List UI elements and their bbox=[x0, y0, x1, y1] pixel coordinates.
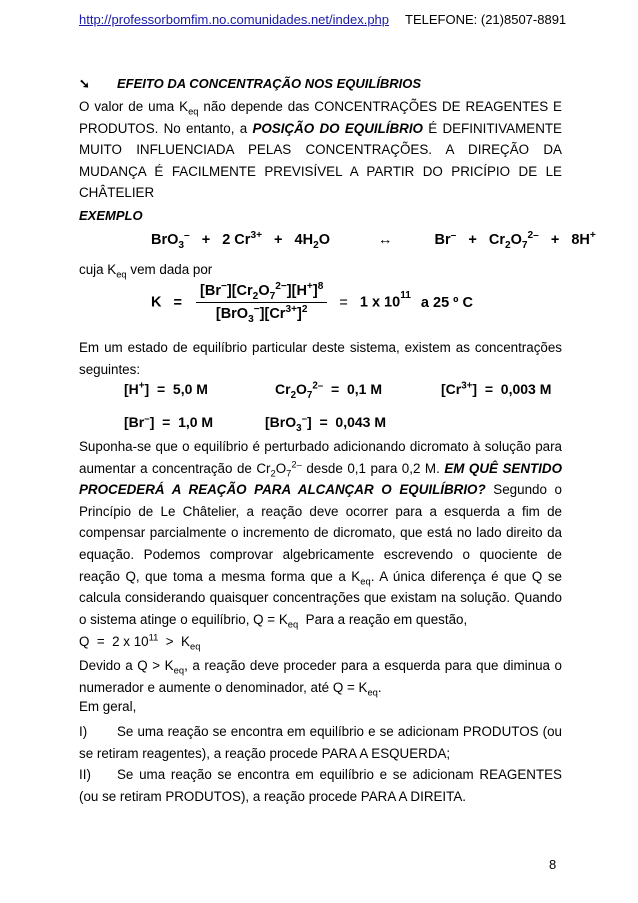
k-symbol: K bbox=[151, 294, 162, 311]
section-title-text: EFEITO DA CONCENTRAÇÃO NOS EQUILÍBRIOS bbox=[117, 76, 422, 91]
superscript: + bbox=[306, 281, 313, 293]
rule-number: II) bbox=[79, 767, 91, 782]
page-number: 8 bbox=[549, 857, 557, 872]
species-h2o: O bbox=[318, 232, 330, 248]
q-comparison bbox=[79, 632, 201, 652]
bracket-term: [BrO bbox=[215, 306, 249, 322]
keq-expression bbox=[151, 281, 473, 325]
bracket-term: ][H bbox=[286, 283, 307, 299]
conc-cr bbox=[441, 381, 551, 397]
conc-text: [H bbox=[124, 381, 139, 397]
keq-fraction bbox=[196, 281, 327, 325]
plus-sign: + bbox=[274, 232, 283, 248]
conc-cr2o7 bbox=[275, 380, 383, 401]
rule-1 bbox=[79, 721, 562, 764]
bracket-term: [Br bbox=[200, 283, 221, 299]
superscript: + bbox=[589, 230, 596, 242]
intro-emphasis: POSIÇÃO DO EQUILÍBRIO bbox=[252, 120, 423, 136]
equals-sign: = bbox=[339, 294, 348, 311]
discussion-text: Segundo o Princípio de Le Châtelier, a reação deve ocorrer para a esquerda a fim de compensar parcialmente o incremento de dicromato, que está no lado direito da equação. Podemos comprovar algebricamente escrevendo o quociente de reação Q, que toma a mesma forma que a K bbox=[79, 482, 562, 584]
subscript: 2 bbox=[270, 468, 276, 479]
keq-intro-text: cuja K bbox=[79, 262, 117, 277]
conc-text: [Cr bbox=[441, 381, 462, 397]
conc-text: Cr bbox=[275, 381, 291, 397]
arrow-bullet-icon: ➘ bbox=[79, 76, 90, 91]
discussion-text: Para a reação em questão, bbox=[298, 611, 468, 627]
species-br: Br bbox=[434, 232, 451, 248]
species-cr2o7: Cr bbox=[488, 232, 505, 248]
discussion-text: . A única diferença é que Q se calcula considerando quaisquer concentrações que existam na solução. Quando o sistema atinge o equilíbrio, Q = K bbox=[79, 568, 563, 627]
plus-sign: + bbox=[550, 232, 560, 248]
subscript: eq bbox=[173, 665, 185, 676]
species-cr: 2 Cr bbox=[222, 232, 251, 248]
example-label: EXEMPLO bbox=[79, 208, 143, 223]
superscript: − bbox=[220, 281, 227, 293]
subscript: 7 bbox=[269, 290, 276, 302]
rule-number: I) bbox=[79, 724, 88, 739]
rule-2 bbox=[79, 764, 562, 807]
conc-value: ] = 1,0 M bbox=[149, 414, 214, 430]
conclusion-paragraph bbox=[79, 655, 562, 698]
superscript: 2− bbox=[275, 281, 287, 293]
keq-intro-line bbox=[79, 262, 213, 280]
rule-text: Se uma reação se encontra em equilíbrio e se adicionam REAGENTES (ou se retiram PRODUTOS), a reação procede PARA A DIREITA. bbox=[79, 767, 562, 804]
bracket-term: O bbox=[258, 283, 270, 299]
subscript: 7 bbox=[286, 468, 292, 479]
conc-text: [BrO bbox=[265, 414, 297, 430]
conc-text: O bbox=[296, 381, 307, 397]
exponent: 11 bbox=[400, 289, 411, 301]
superscript: 2– bbox=[291, 459, 302, 470]
superscript: − bbox=[253, 304, 260, 316]
superscript: 3+ bbox=[250, 230, 262, 242]
subscript: eq bbox=[189, 641, 201, 652]
exponent: 8 bbox=[317, 281, 324, 293]
subscript: 7 bbox=[521, 239, 528, 251]
keq-subscript: eq bbox=[188, 106, 199, 117]
conc-text: [Br bbox=[124, 414, 145, 430]
subscript: eq bbox=[116, 269, 127, 280]
equals-sign: = bbox=[173, 294, 182, 311]
discussion-text: desde 0,1 para 0,2 M. bbox=[301, 460, 445, 476]
discussion-text: O bbox=[275, 460, 287, 476]
plus-sign: + bbox=[201, 232, 211, 248]
q-text: Q = 2 x 10 bbox=[79, 634, 149, 649]
conc-br bbox=[124, 414, 213, 430]
bracket-term: ] bbox=[296, 306, 302, 322]
subscript: 2 bbox=[313, 239, 319, 251]
species-cr2o7: O bbox=[510, 232, 522, 248]
intro-text: O valor de uma K bbox=[79, 99, 189, 114]
temperature: a 25 º C bbox=[420, 294, 473, 311]
exponent: 11 bbox=[148, 632, 159, 643]
conclusion-text: Devido a Q > K bbox=[79, 658, 174, 673]
superscript: 3+ bbox=[461, 380, 473, 392]
state-paragraph: Em um estado de equilíbrio particular deste sistema, existem as concentrações seguintes: bbox=[79, 340, 562, 377]
bracket-term: ] bbox=[312, 283, 318, 299]
general-label: Em geral, bbox=[79, 699, 137, 714]
page-header bbox=[79, 12, 566, 27]
superscript: + bbox=[138, 380, 145, 392]
q-text: > K bbox=[158, 634, 190, 649]
subscript: 2 bbox=[290, 389, 297, 401]
subscript: 3 bbox=[296, 422, 302, 434]
conc-value: ] = 5,0 M bbox=[144, 381, 208, 397]
exponent: 2 bbox=[301, 304, 308, 316]
discussion-text: Suponha-se que o equilíbrio é perturbado adicionando dicromato à solução para aumentar a concentração de Cr bbox=[79, 439, 562, 476]
superscript: – bbox=[301, 413, 308, 425]
intro-text: É DEFINITIVAMENTE MUITO INFLUENCIADA PELAS CONCENTRAÇÕES. A DIREÇÃO DA MUDANÇA É FACILMENTE PREVISÍVEL A PARTIR DO PRICÍPIO DE LE CHÂTELIER bbox=[79, 120, 562, 201]
subscript: eq bbox=[360, 576, 371, 587]
plus-sign: + bbox=[468, 232, 477, 248]
discussion-question: EM QUÊ SENTIDO PROCEDERÁ A REAÇÃO PARA ALCANÇAR O EQUILÍBRIO? bbox=[79, 460, 562, 498]
intro-paragraph bbox=[79, 96, 562, 204]
subscript: 3 bbox=[178, 239, 185, 251]
subscript: eq bbox=[367, 687, 378, 698]
keq-intro-text: vem dada por bbox=[126, 262, 213, 277]
conc-h bbox=[124, 381, 208, 397]
species-h: 8H bbox=[571, 232, 590, 248]
section-title bbox=[79, 76, 421, 92]
keq-value: 1 x 10 bbox=[359, 294, 401, 311]
conc-value: ] = 0,003 M bbox=[472, 381, 552, 397]
conclusion-text: , a reação deve proceder para a esquerda para que diminua o numerador e aumente o denominador, até Q = K bbox=[79, 658, 562, 695]
subscript: 2 bbox=[504, 239, 511, 251]
subscript: 2 bbox=[252, 290, 259, 302]
subscript: 3 bbox=[248, 313, 254, 325]
rule-text: Se uma reação se encontra em equilíbrio e se adicionam PRODUTOS (ou se retiram reagentes), a reação procede PARA A ESQUERDA; bbox=[79, 724, 562, 761]
species-bro3: BrO bbox=[151, 232, 179, 248]
superscript: – bbox=[450, 230, 457, 242]
subscript: eq bbox=[287, 619, 299, 630]
species-h2o: 4H bbox=[294, 232, 314, 248]
header-phone: TELEFONE: (21)8507-8891 bbox=[405, 12, 567, 27]
reaction-equation bbox=[151, 230, 596, 251]
superscript: 3+ bbox=[285, 304, 297, 316]
header-url-link[interactable]: http://professorbomfim.no.comunidades.net/index.php bbox=[79, 12, 390, 27]
discussion-paragraph bbox=[79, 436, 562, 630]
superscript: 2– bbox=[312, 380, 324, 392]
keq-denominator bbox=[196, 303, 327, 325]
subscript: 7 bbox=[306, 389, 313, 401]
intro-text: não depende das CONCENTRAÇÕES DE REAGENTES E PRODUTOS. No entanto, a bbox=[79, 99, 562, 136]
bracket-term: ][Cr bbox=[226, 283, 253, 299]
conclusion-text: . bbox=[377, 679, 382, 695]
superscript: – bbox=[184, 230, 190, 242]
equilibrium-arrow-icon: ↔ bbox=[378, 232, 393, 248]
conc-value: ] = 0,043 M bbox=[307, 414, 387, 430]
bracket-term: ][Cr bbox=[259, 306, 286, 322]
conc-value: = 0,1 M bbox=[323, 381, 383, 397]
conc-bro3 bbox=[265, 413, 387, 434]
superscript: 2– bbox=[527, 230, 539, 242]
keq-numerator bbox=[196, 283, 327, 303]
superscript: – bbox=[144, 413, 150, 425]
